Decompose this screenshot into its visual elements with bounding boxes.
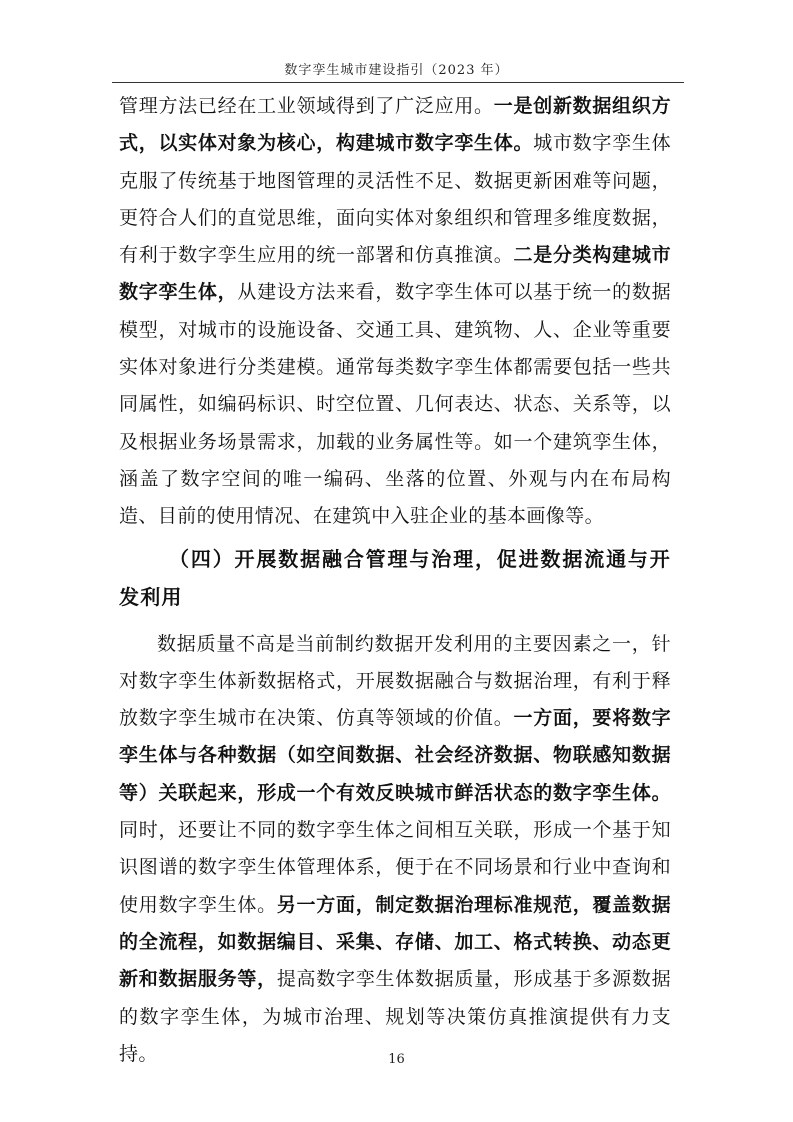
- text-run: 数据质量不高是当前制约数据开发利用的主要因素之一，针对数字孪生体新数据格式，开展数据融合与数据治理，有利于释放数字孪生城市在决策、仿真等领域的价值。: [119, 632, 671, 730]
- paragraph-2: [119, 626, 671, 1074]
- text-run: 从建设方法来看，数字孪生体可以基于统一的数据模型，对城市的设施设备、交通工具、建筑物、人、企业等重要实体对象进行分类建模。通常每类数字孪生体都需要包括一些共同属性，如编码标识、时空位置、几何表达、状态、关系等，以及根据业务场景需求，加载的业务属性等。如一个建筑孪生体，涵盖了数字空间的唯一编码、坐落的位置、外观与内在布局构造、目前的使用情况、在建筑中入驻企业的基本画像等。: [119, 281, 671, 528]
- bold-text-run: 一是创新数据组织方式，以实体对象为核心，构建城市数字孪生体。: [119, 95, 671, 155]
- text-run: 同时，还要让不同的数字孪生体之间相互关联，形成一个基于知识图谱的数字孪生体管理体系，便于在不同场景和行业中查询和使用数字孪生体。: [119, 819, 671, 916]
- text-run: 城市数字孪生体克服了传统基于地图管理的灵活性不足、数据更新困难等问题，更符合人们的直觉思维，面向实体对象组织和管理多维度数据，有利于数字孪生应用的统一部署和仿真推演。: [119, 132, 671, 267]
- bold-text-run: 一方面，要将数字孪生体与各种数据（如空间数据、社会经济数据、物联感知数据等）关联起来，形成一个有效反映城市鲜活状态的数字孪生体。: [119, 707, 671, 804]
- header-divider: [112, 82, 684, 83]
- section-heading: （四）开展数据融合管理与治理，促进数据流通与开发利用: [119, 546, 671, 609]
- paragraph-1: [119, 88, 671, 536]
- text-run: 提高数字孪生体数据质量，形成基于多源数据的数字孪生体，为城市治理、规划等决策仿真推演提供有力支持。: [119, 968, 671, 1065]
- bold-text-run: 另一方面，制定数据治理标准规范，覆盖数据的全流程，如数据编目、采集、存储、加工、格式转换、动态更新和数据服务等，: [119, 893, 671, 991]
- text-run: 管理方法已经在工业领域得到了广泛应用。: [119, 95, 494, 117]
- page-number: 16: [388, 1052, 405, 1067]
- page-body: [119, 88, 671, 1073]
- bold-text-run: 二是分类构建城市数字孪生体，: [119, 244, 671, 304]
- running-header: 数字孪生城市建设指引（2023 年）: [284, 63, 509, 78]
